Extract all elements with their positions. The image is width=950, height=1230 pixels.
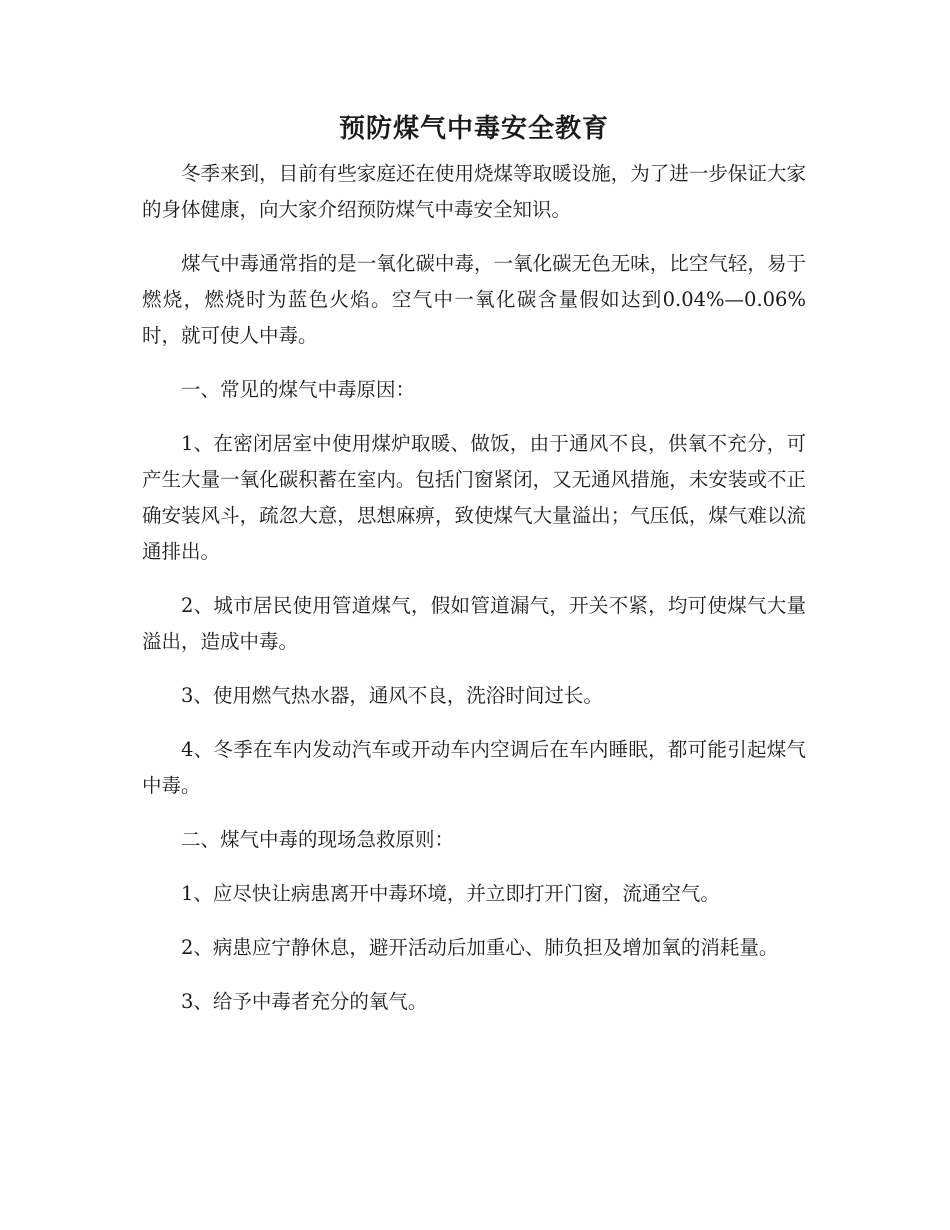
cause-item-3: 3、使用燃气热水器，通风不良，洗浴时间过长。 <box>181 684 603 707</box>
document-title: 预防煤气中毒安全教育 <box>338 114 609 144</box>
cause-item-4: 4、冬季在车内发动汽车或开动车内空调后在车内睡眠，都可能引起煤气中毒。 <box>142 738 806 797</box>
section-heading-first-aid: 二、煤气中毒的现场急救原则： <box>181 828 455 851</box>
first-aid-item-2: 2、病患应宁静休息，避开活动后加重心、肺负担及增加氧的消耗量。 <box>181 936 779 959</box>
document-page <box>142 108 806 1038</box>
paragraph-definition: 煤气中毒通常指的是一氧化碳中毒，一氧化碳无色无味，比空气轻，易于燃烧，燃烧时为蓝色火焰。空气中一氧化碳含量假如达到0.04%—0.06%时，就可使人中毒。 <box>142 252 806 347</box>
paragraph-intro: 冬季来到，目前有些家庭还在使用烧煤等取暖设施，为了进一步保证大家的身体健康，向大家介绍预防煤气中毒安全知识。 <box>142 162 806 221</box>
first-aid-item-1: 1、应尽快让病患离开中毒环境，并立即打开门窗，流通空气。 <box>181 882 720 905</box>
cause-item-2: 2、城市居民使用管道煤气，假如管道漏气，开关不紧，均可使煤气大量溢出，造成中毒。 <box>142 594 806 653</box>
first-aid-item-3: 3、给予中毒者充分的氧气。 <box>181 990 428 1013</box>
section-heading-causes: 一、常见的煤气中毒原因： <box>181 378 416 401</box>
cause-item-1: 1、在密闭居室中使用煤炉取暖、做饭，由于通风不良，供氧不充分，可产生大量一氧化碳积蓄在室内。包括门窗紧闭，又无通风措施，未安装或不正确安装风斗，疏忽大意，思想麻痹，致使煤气大量溢出；气压低，煤气难以流通排出。 <box>142 432 806 563</box>
